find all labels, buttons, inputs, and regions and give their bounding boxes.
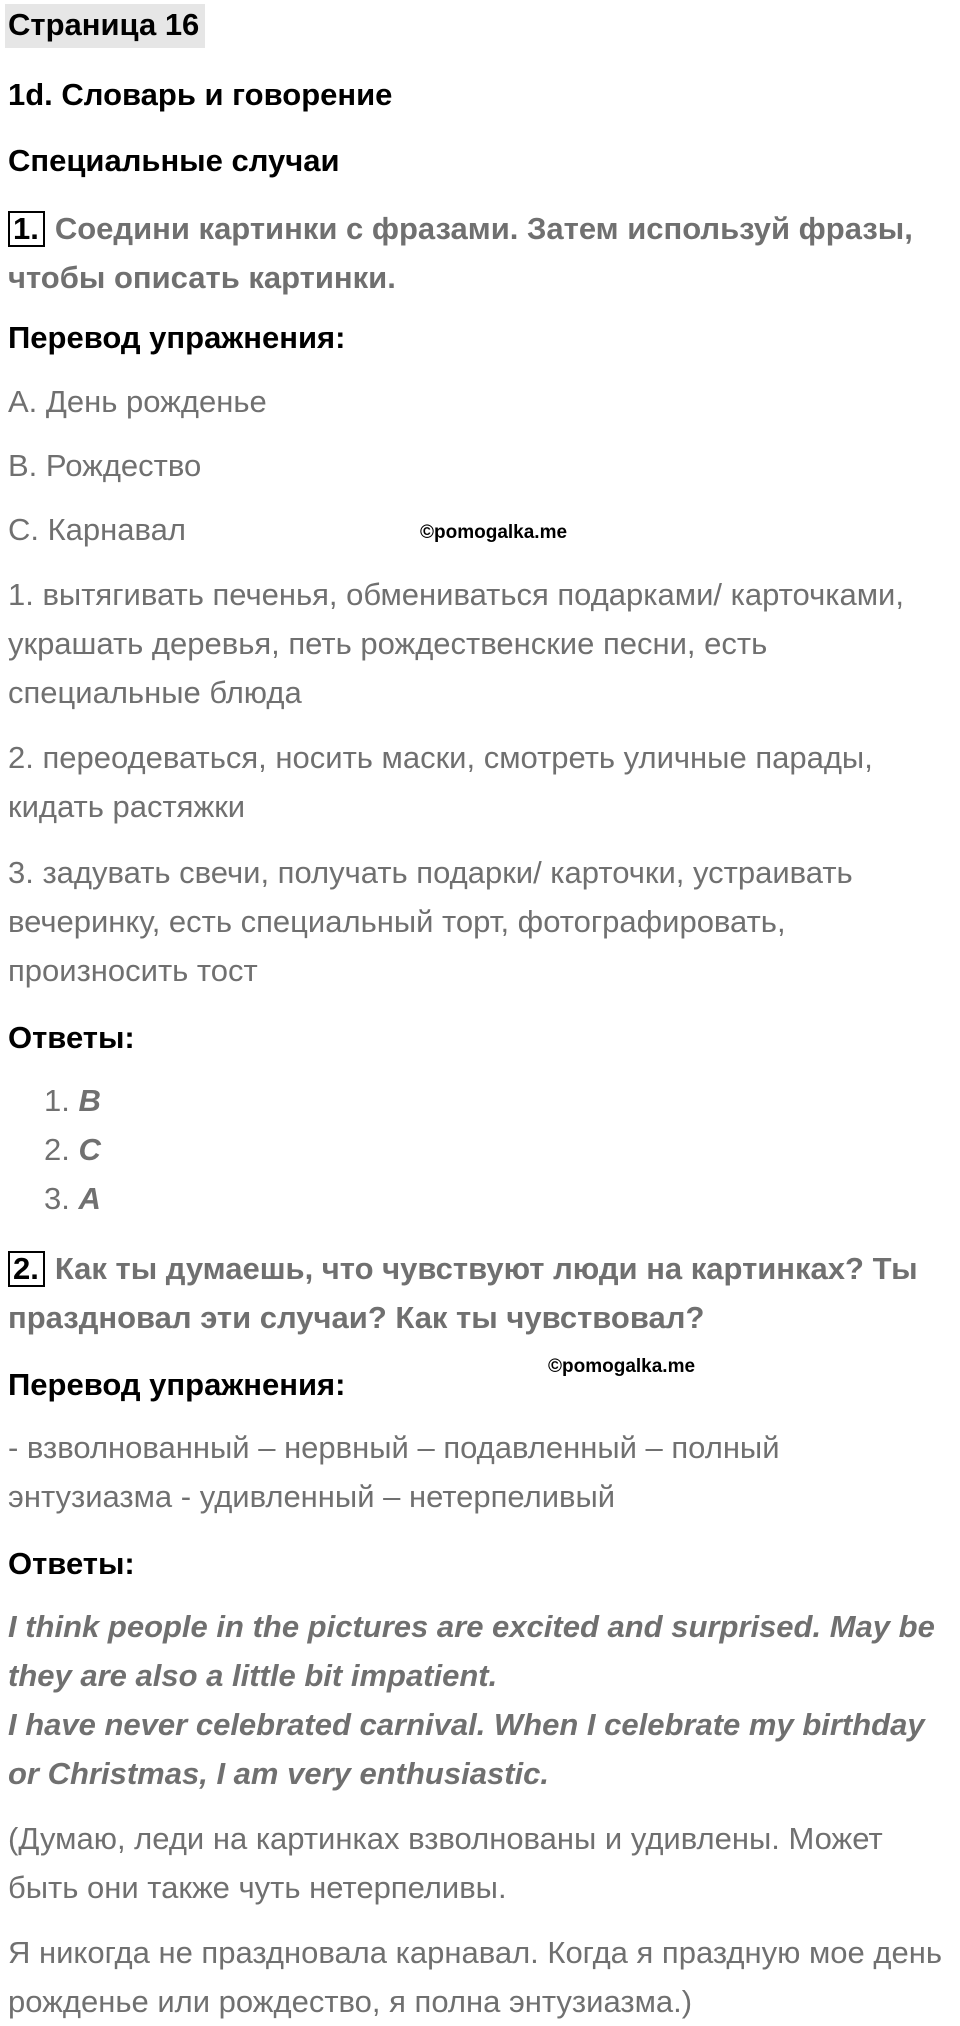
answer-letter: C	[78, 1132, 101, 1167]
answer-item	[44, 1076, 101, 1125]
answer-letter: A	[78, 1181, 101, 1216]
phrase-1: 1. вытягивать печенья, обмениваться подарками/ карточками, украшать деревья, петь рождественские песни, есть специальные блюда	[8, 577, 904, 710]
watermark-2: ©pomogalka.me	[548, 1356, 696, 1377]
exercise-2-translation-text: - взволнованный – нервный – подавленный – полный энтузиазма - удивленный – нетерпеливый	[8, 1430, 780, 1514]
option-c: C. Карнавал	[8, 512, 186, 547]
answer-item	[44, 1174, 101, 1223]
english-answer-2: I have never celebrated carnival. When I celebrate my birthday or Christmas, I am very enthusiastic.	[8, 1707, 925, 1791]
exercise-2-instruction	[8, 1244, 943, 1342]
exercise-1-translation-heading: Перевод упражнения:	[8, 320, 346, 355]
answer-item	[44, 1125, 101, 1174]
subsection-title: Специальные случаи	[8, 143, 340, 178]
page-label: Страница 16	[5, 4, 205, 48]
answer-number: 3.	[44, 1181, 70, 1216]
option-b: B. Рождество	[8, 448, 202, 483]
russian-answer-2: Я никогда не праздновала карнавал. Когда я праздную мое день рожденье или рождество, я полна энтузиазма.)	[8, 1935, 942, 2019]
exercise-1-text: Соедини картинки с фразами. Затем используй фразы, чтобы описать картинки.	[8, 211, 913, 295]
phrase-3: 3. задувать свечи, получать подарки/ карточки, устраивать вечеринку, есть специальный торт, фотографировать, произносить тост	[8, 855, 853, 988]
option-a: A. День рожденье	[8, 384, 267, 419]
exercise-1-answers-list	[44, 1076, 101, 1223]
watermark-1: ©pomogalka.me	[420, 522, 568, 543]
exercise-1-number: 1.	[8, 211, 45, 247]
exercise-1-answers-heading: Ответы:	[8, 1020, 135, 1055]
phrase-2: 2. переодеваться, носить маски, смотреть уличные парады, кидать растяжки	[8, 740, 873, 824]
answer-letter: B	[78, 1083, 101, 1118]
answer-number: 1.	[44, 1083, 70, 1118]
english-answer-1: I think people in the pictures are excited and surprised. May be they are also a little bit impatient.	[8, 1609, 935, 1693]
section-title: 1d. Словарь и говорение	[8, 77, 393, 112]
exercise-2-text: Как ты думаешь, что чувствуют люди на картинках? Ты праздновал эти случаи? Как ты чувствовал?	[8, 1251, 918, 1335]
exercise-2-translation-heading: Перевод упражнения:	[8, 1367, 346, 1402]
answer-number: 2.	[44, 1132, 70, 1167]
russian-answer-1: (Думаю, леди на картинках взволнованы и удивлены. Может быть они также чуть нетерпеливы.	[8, 1821, 883, 1905]
exercise-1-instruction	[8, 204, 943, 302]
exercise-2-answers-heading: Ответы:	[8, 1546, 135, 1581]
exercise-2-number: 2.	[8, 1251, 45, 1287]
